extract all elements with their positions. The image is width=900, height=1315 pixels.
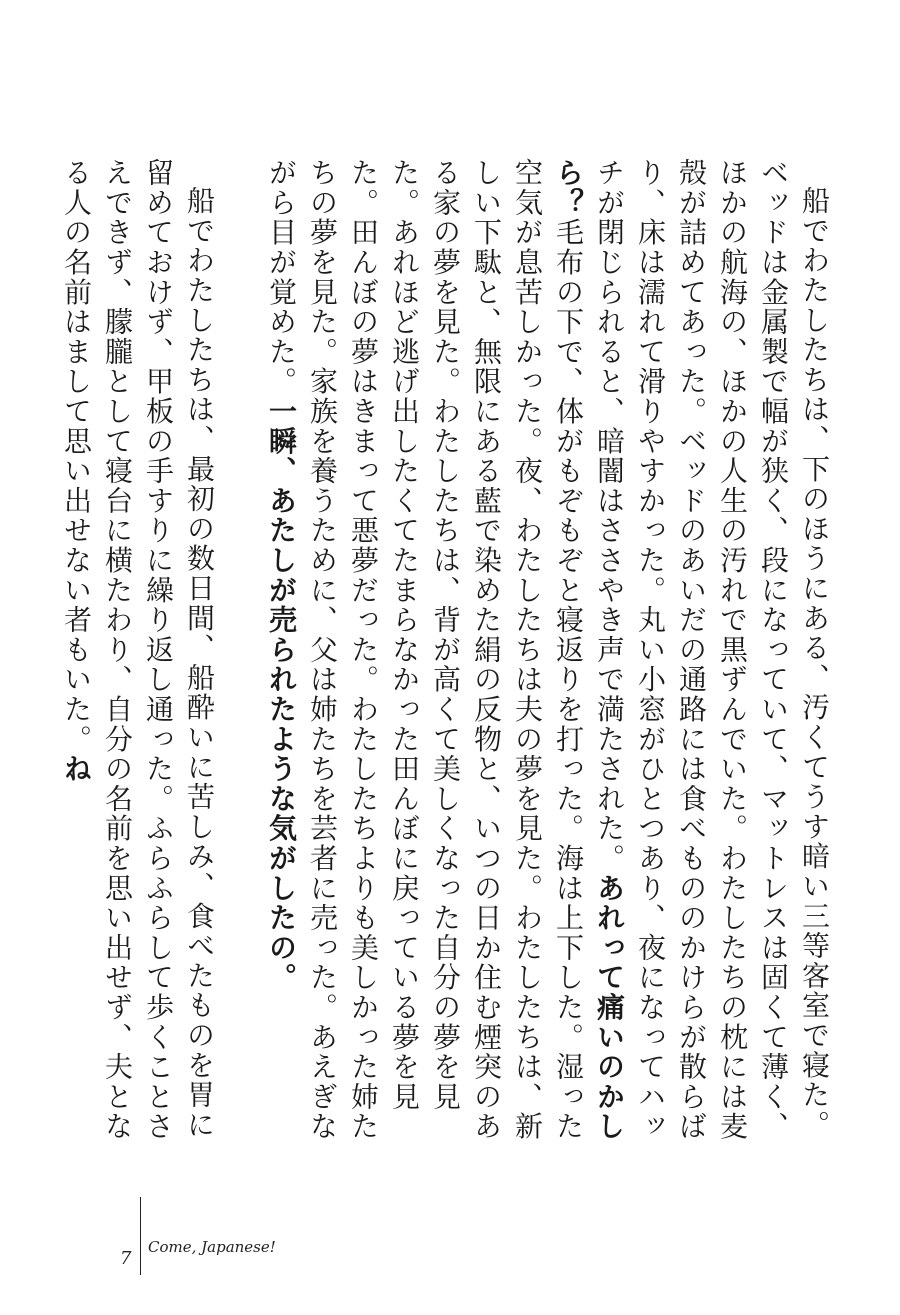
page-number: 7: [120, 1248, 132, 1269]
paragraph-2: [56, 158, 220, 1148]
paragraph-1-emphasis-b: 一瞬、あたしが売られたような気がしたの。: [265, 396, 298, 993]
paragraph-2-emphasis-a: ね: [60, 754, 93, 784]
paragraph-1-text-a: 船でわたしたちは、下のほうにある、汚くてうす暗い三等客室で寝た。ベッドは金属製で幅が狭く、段になっていて、マットレスは固くて薄く、ほかの航海の、ほかの人生の汚れで黒ずんでいた。わたしたちの枕には麦殻が詰めてあった。ベッドのあいだの通路には食べもののかけらが散らばり、床は濡れて滑りやすかった。丸い小窓がひとつあり、夜になってハッチが閉じられると、暗闇はささやき声で満たされた。: [593, 158, 831, 1142]
vertical-text-body: [60, 158, 835, 1148]
paragraph-1-text-b: 毛布の下で、体がもぞもぞと寝返りを打った。海は上下した。湿った空気が息苦しかった。夜、わたしたちは夫の夢を見た。わたしたちは、新しい下駄と、無限にある藍で染めた絹の反物と、いつの日か住む煙突のある家の夢を見た。わたしたちは、背が高くて美しくなった自分の夢を見た。あれほど逃げ出したくてたまらなかった田んぼに戻っている夢を見た。田んぼの夢はきまって悪夢だった。わたしたちよりも美しかった姉たちの夢を見た。家族を養うために、父は姉たちを芸者に売った。あえぎながら目が覚めた。: [265, 158, 585, 1142]
paragraph-2-text-a: 船でわたしたちは、最初の数日間、船酔いに苦しみ、食べたものを胃に留めておけず、甲板の手すりに繰り返し通った。ふらふらして歩くことさえできず、朦朧として寝台に横たわり、自分の名前を思い出せず、夫となる人の名前はまして思い出せない者もいた。: [60, 158, 216, 1142]
paragraph-1-emphasis-a: あれって痛いのかしら？: [552, 158, 626, 1142]
paragraph-gap: [220, 158, 261, 1148]
folio-divider: [140, 1197, 141, 1275]
running-title: Come, Japanese!: [148, 1238, 276, 1256]
paragraph-1: [261, 158, 835, 1148]
